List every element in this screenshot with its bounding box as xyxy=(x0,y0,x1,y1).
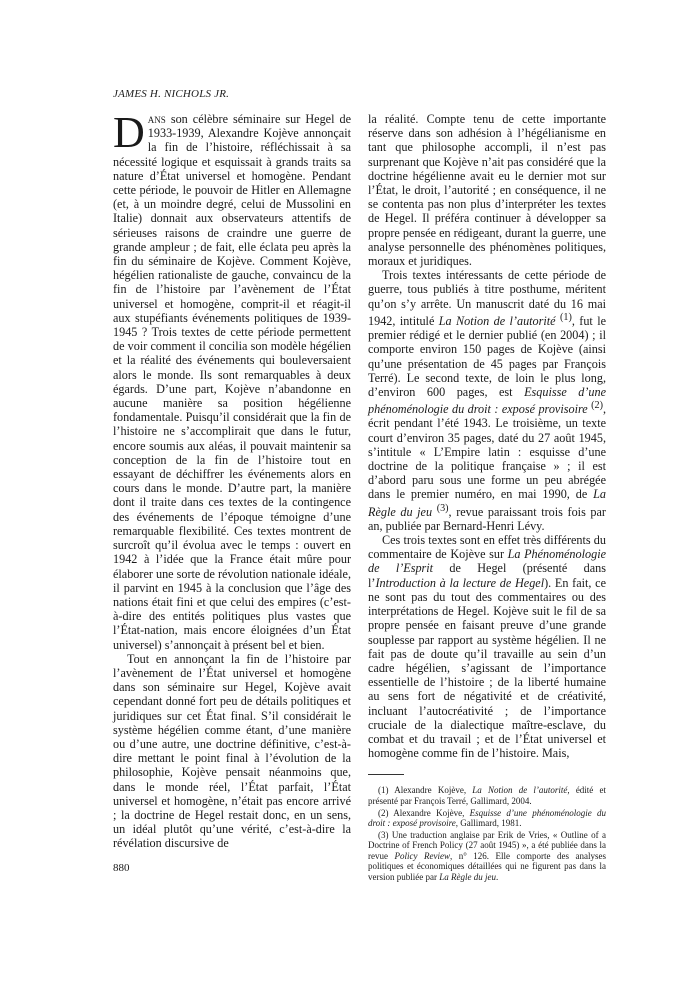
footnote-text: , n° 126. Elle comporte des analyses politiques et économiques détaillées qui ne figurent pas dans la version publiée par xyxy=(368,850,606,883)
footnote-text: (2) Alexandre Kojève, xyxy=(378,807,470,818)
running-header: JAMES H. NICHOLS JR. xyxy=(113,88,230,100)
footnote-text: . xyxy=(495,872,499,883)
paragraph-4 xyxy=(368,268,606,533)
text-run: Ces trois textes sont en effet très différents du commentaire de Kojève sur xyxy=(368,533,606,562)
footnote-title: Policy Review xyxy=(394,850,450,861)
paragraph-1 xyxy=(113,108,351,652)
footnote-1 xyxy=(368,785,606,806)
paragraph-5 xyxy=(368,533,606,760)
footnote-2 xyxy=(368,808,606,829)
footnote-title: Esquisse d’une phénoménologie du droit : exposé provisoire xyxy=(368,807,606,829)
text-run: ). En fait, ce ne sont pas du tout des commentaires ou des interprétations de Hegel. Kojève suit le fil de sa propre pensée en faisant preuve d’une grande souplesse par rapport au système hégélien. Il ne fait pas de doute qu’il travaille au sein d’un cadre hégélien, s’agissant de l’importance essentielle de l’histoire ; de la liberté humaine au sens fort de négativité et de créativité, incluant l’autocréativité ; de l’importance cruciale de la dialectique maître-esclave, du combat et du travail ; et de l’État universel et homogène comme fin de l’histoire. Mais, xyxy=(368,575,606,761)
footnote-text: , Gallimard, 1981. xyxy=(455,818,522,829)
text-run: de Hegel (présenté dans l’ xyxy=(368,561,606,590)
footnote-ref-1[interactable]: (1) xyxy=(559,311,572,323)
text-run: , revue paraissant trois fois par an, publiée par Bernard-Henri Lévy. xyxy=(368,504,606,533)
footnote-text: (3) Une traduction anglaise par Erik de Vries, « Outline of a Doctrine of French Policy (27 août 1945) », a été publiée dans la revue xyxy=(368,829,606,861)
opening-small-caps: ans xyxy=(147,112,166,126)
page-number: 880 xyxy=(113,862,130,874)
work-title: Esquisse d’une phénoménologie du droit : exposé provisoire xyxy=(368,384,607,417)
footnote-title: La Règle du jeu xyxy=(439,872,496,883)
footnote-ref-2[interactable]: (2) xyxy=(591,400,603,412)
work-title: La Phénoménologie de l’Esprit xyxy=(368,547,606,576)
paragraph-3: la réalité. Compte tenu de cette importante réserve dans son adhésion à l’hégélianisme en tant que philosophe accompli, il n’est pas surprenant que Kojève n’ait pas considéré que la doctrine hégélienne avait eu le dernier mot sur l’État, le droit, l’autorité ; en conséquence, il ne se contenta pas non plus d’interpréter les textes de Hegel. Il préféra continuer à développer sa propre pensée en rédigeant, durant la guerre, une analyse personnelle des phénomènes politiques, moraux et juridiques. xyxy=(368,112,606,269)
footnote-title: La Notion de l’autorité xyxy=(472,785,568,796)
footnote-text: (1) Alexandre Kojève, xyxy=(378,785,473,796)
work-title: La Règle du jeu xyxy=(368,487,606,519)
drop-cap: D xyxy=(113,108,145,157)
footnote-divider xyxy=(368,774,404,775)
footnote-ref-3[interactable]: (3) xyxy=(436,502,449,514)
text-run: , écrit pendant l’été 1943. Le troisième, un texte court d’environ 35 pages, daté du 27 août 1945, s’intitule « L’Empire latin : esquisse d’une doctrine de la politique française » ; il est d’abord paru sous une forme un peu abrégée dans le premier numéro, en mai 1990, de xyxy=(368,402,606,502)
work-title: La Notion de l’autorité xyxy=(438,313,556,328)
footnote-3 xyxy=(368,830,606,883)
footnotes xyxy=(368,785,606,882)
text-run: , fut le premier rédigé et le dernier publié (en 2004) ; il comporte environ 150 pages de Kojève (ainsi qu’une présentation de 45 pages par François Terré). Le second texte, de loin le plus long, d’environ 600 pages, est xyxy=(368,313,607,399)
footnote-text: , édité et présenté par François Terré, Gallimard, 2004. xyxy=(368,785,606,806)
left-column xyxy=(113,108,351,851)
paragraph-1-text: son célèbre séminaire sur Hegel de 1933-1939, Alexandre Kojève annonçait la fin de l’histoire, réfléchissait à sa nécessité logique et esquissait à grands traits sa nature d’État universel et homogène. Pendant cette période, le pouvoir de Hitler en Allemagne (et, à un moindre degré, celui de Mussolini en Italie) donnait aux observateurs attentifs de sérieuses raisons de craindre une guerre de grande ampleur ; de fait, elle éclata peu après la fin du séminaire de Kojève. Comment Kojève, hégélien rationaliste de gauche, convaincu de la fin de l’histoire par l’avènement de l’État universel et homogène, comprit-il et réagit-il aux stupéfiants événements politiques de 1939-1945 ? Trois textes de cette période permettent de voir comment il concilia son modèle hégélien et la réalité des événements qui bouleversaient alors le monde. Ils sont remarquables à deux égards. D’une part, Kojève n’abandonne en aucune manière sa position hégélienne fondamentale. Puisqu’il considérait que la fin de l’histoire ne s’accomplirait que dans le futur, encore soumis aux aléas, il pouvait maintenir sa conception de la fin de l’histoire tout en essayant de déchiffrer les événements alors en cours dans le monde. D’autre part, la manière dont il traite dans ces textes de la contingence des événements de l’époque témoigne d’une remarquable flexibilité. Ces textes montrent de surcroît qu’il évolua avec le temps : ouvert en 1942 à l’idée que la France était mûre pour élaborer une sorte de révolution nationale idéale, il parvint en 1945 à la conclusion que l’âge des nations était fini et que celui des empires (c’est-à-dire des entités politiques plus vastes que l’État-nation, mais encore éloignées d’un État universel) s’annonçait à présent bel et bien. xyxy=(113,112,351,652)
paragraph-2: Tout en annonçant la fin de l’histoire par l’avènement de l’État universel et homogène dans son séminaire sur Hegel, Kojève avait cependant donné fort peu de détails politiques et juridiques sur cet État final. S’il considérait le système hégélien comme étant, d’une manière ou d’une autre, une doctrine définitive, c’est-à-dire mettant le point final à l’évolution de la philosophie, Kojève pensait néanmoins que, dans le monde réel, l’État parfait, l’État universel et homogène, n’était pas encore arrivé ; la doctrine de Hegel restait donc, en un sens, un idéal plutôt qu’une vérité, c’est-à-dire la révélation discursive de xyxy=(113,651,351,851)
right-column xyxy=(368,112,606,884)
work-title: Introduction à la lecture de Hegel xyxy=(375,575,545,590)
text-run: Trois textes intéressants de cette période de guerre, tous publiés à titre posthume, méritent qu’on s’y arrête. Un manuscrit daté du 16 mai 1942, intitulé xyxy=(368,268,606,328)
